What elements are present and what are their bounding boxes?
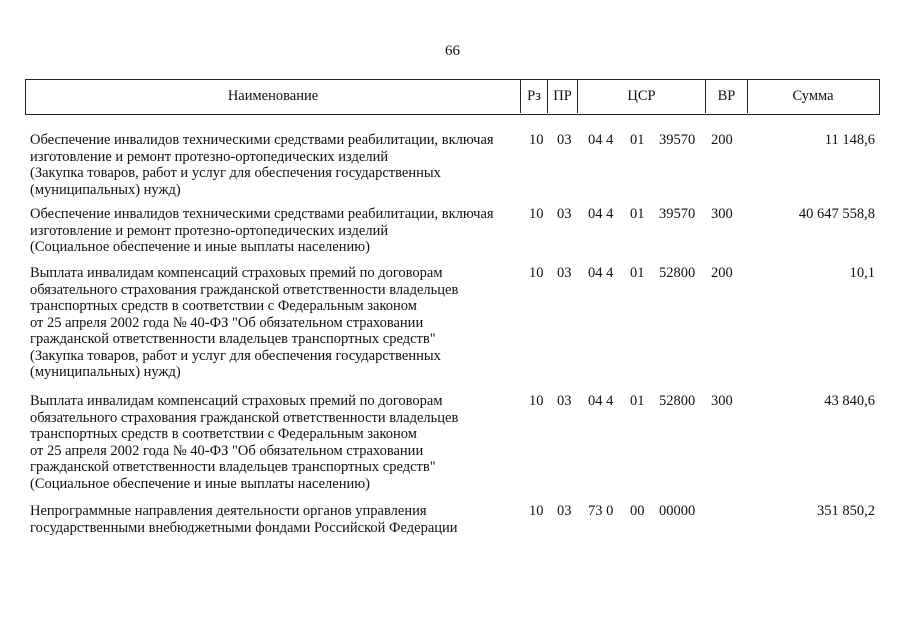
- row-csr-direction: 52800: [659, 393, 696, 409]
- row-vr: 200: [711, 132, 733, 148]
- row-sum: 11 148,6: [824, 132, 875, 148]
- table-header: [25, 79, 880, 115]
- row-name: Выплата инвалидам компенсаций страховых премий по договорам обязательного страхования гражданской ответственности владельцев транспортных средств в соответствии с Федеральным законом от 25 апреля 2002 года № 40-ФЗ "Об обязательном страховании гражданской ответственности владельцев транспортных средств" (Закупка товаров, работ и услуг для обеспечения государственных (муниципальных) нужд): [30, 265, 459, 380]
- row-rz: 10: [529, 265, 544, 281]
- row-csr-subprogram: 01: [630, 393, 645, 409]
- row-vr: 300: [711, 393, 733, 409]
- row-csr-direction: 39570: [659, 206, 696, 222]
- row-vr: 200: [711, 265, 733, 281]
- row-csr-direction: 52800: [659, 265, 696, 281]
- row-csr-program: 04 4: [588, 132, 614, 148]
- row-pr: 03: [557, 132, 572, 148]
- row-csr-subprogram: 00: [630, 503, 645, 519]
- row-sum: 351 850,2: [817, 503, 875, 519]
- row-csr-subprogram: 01: [630, 206, 645, 222]
- row-csr-program: 04 4: [588, 393, 614, 409]
- row-pr: 03: [557, 206, 572, 222]
- header-rz: Рз: [521, 80, 548, 113]
- row-pr: 03: [557, 503, 572, 519]
- header-vr: ВР: [706, 80, 748, 113]
- header-sum: Сумма: [792, 88, 834, 104]
- header-name: Наименование: [26, 80, 521, 113]
- row-name: Обеспечение инвалидов техническими средствами реабилитации, включая изготовление и ремонт протезно-ортопедических изделий (Социальное обеспечение и иные выплаты населению): [30, 206, 494, 255]
- row-csr-program: 04 4: [588, 265, 614, 281]
- row-rz: 10: [529, 206, 544, 222]
- row-csr-program: 04 4: [588, 206, 614, 222]
- row-csr-direction: 00000: [659, 503, 696, 519]
- page-number: 66: [445, 43, 460, 59]
- row-sum: 43 840,6: [824, 393, 875, 409]
- row-csr-program: 73 0: [588, 503, 614, 519]
- row-csr-direction: 39570: [659, 132, 696, 148]
- row-name: Непрограммные направления деятельности органов управления государственными внебюджетными фондами Российской Федерации: [30, 503, 458, 536]
- row-csr-subprogram: 01: [630, 265, 645, 281]
- row-rz: 10: [529, 503, 544, 519]
- row-vr: 300: [711, 206, 733, 222]
- header-csr: ЦСР: [578, 80, 706, 113]
- row-pr: 03: [557, 265, 572, 281]
- row-name: Обеспечение инвалидов техническими средствами реабилитации, включая изготовление и ремонт протезно-ортопедических изделий (Закупка товаров, работ и услуг для обеспечения государственных (муниципальных) нужд): [30, 132, 494, 198]
- row-csr-subprogram: 01: [630, 132, 645, 148]
- row-sum: 40 647 558,8: [798, 206, 875, 222]
- header-pr: ПР: [548, 80, 578, 113]
- row-sum: 10,1: [849, 265, 875, 281]
- row-rz: 10: [529, 393, 544, 409]
- row-name: Выплата инвалидам компенсаций страховых премий по договорам обязательного страхования гражданской ответственности владельцев транспортных средств в соответствии с Федеральным законом от 25 апреля 2002 года № 40-ФЗ "Об обязательном страховании гражданской ответственности владельцев транспортных средств" (Социальное обеспечение и иные выплаты населению): [30, 393, 459, 492]
- row-rz: 10: [529, 132, 544, 148]
- row-pr: 03: [557, 393, 572, 409]
